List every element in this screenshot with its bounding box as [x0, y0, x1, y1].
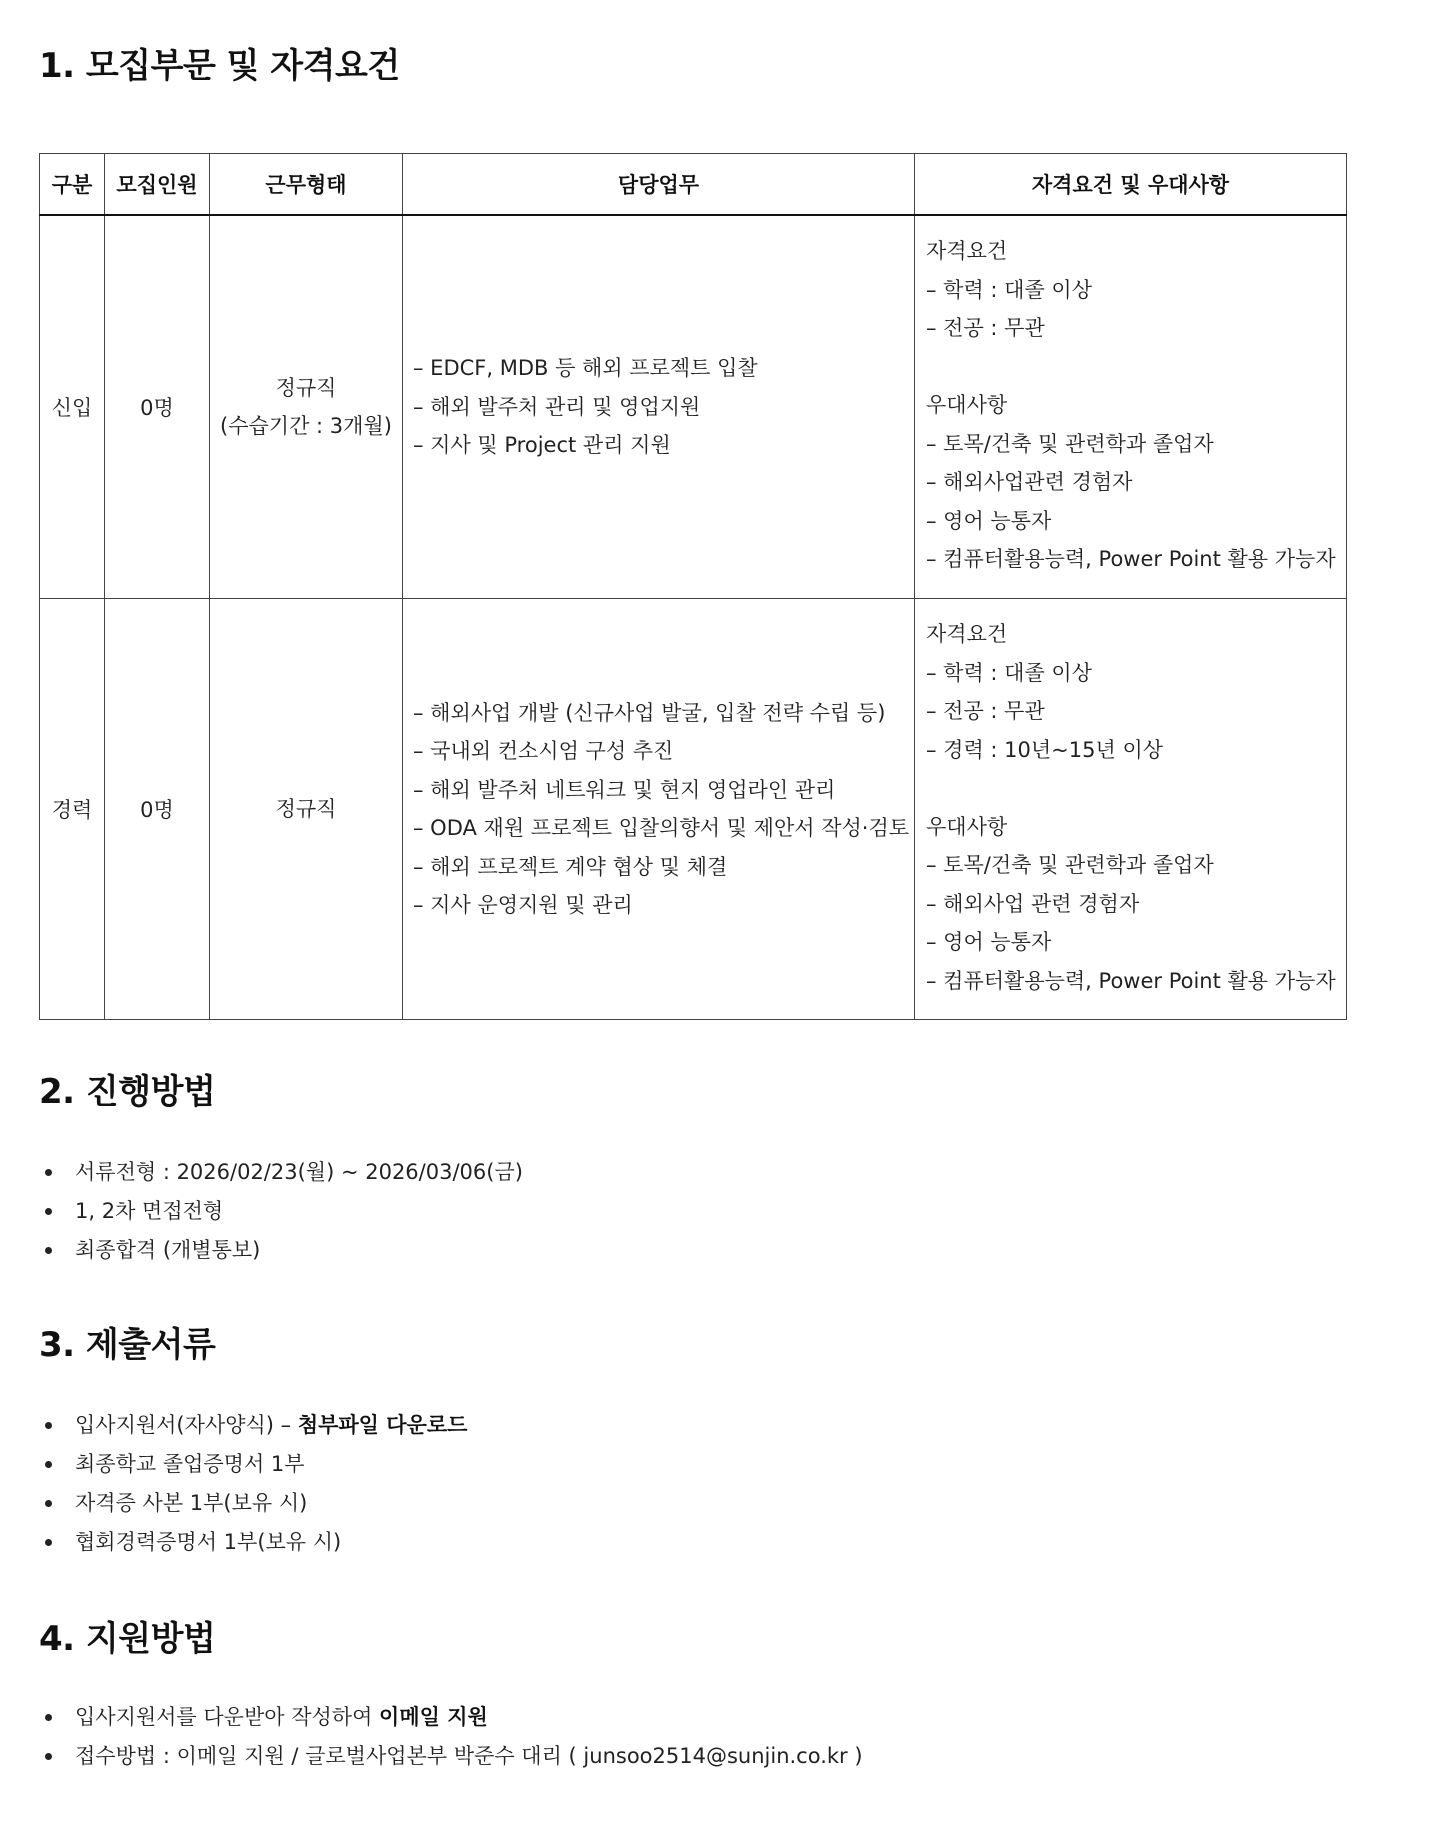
- preference-item: – 토목/건축 및 관련학과 졸업자: [926, 853, 1214, 877]
- duty-item: – 해외사업 개발 (신규사업 발굴, 입찰 전략 수립 등): [413, 700, 886, 725]
- header-count: 모집인원: [105, 154, 210, 216]
- apply-list: [39, 1698, 863, 1776]
- cell-category: 경력: [40, 599, 105, 1020]
- section-title-process: 2. 진행방법: [39, 1072, 216, 1112]
- duty-item: – 지사 및 Project 관리 지원: [413, 433, 671, 458]
- preference-item: – 영어 능통자: [926, 930, 1052, 954]
- qualification-item: – 전공 : 무관: [926, 316, 1045, 340]
- cell-count: 0명: [105, 215, 210, 599]
- preference-heading: 우대사항: [926, 393, 1008, 417]
- table-header-row: [40, 154, 1347, 216]
- qualification-item: – 학력 : 대졸 이상: [926, 277, 1092, 302]
- list-item: [39, 1698, 863, 1737]
- list-item: 최종학교 졸업증명서 1부: [39, 1445, 467, 1484]
- preference-item: – 컴퓨터활용능력, Power Point 활용 가능자: [926, 968, 1336, 993]
- cell-work-type: [210, 215, 403, 599]
- cell-category: 신입: [40, 215, 105, 599]
- header-qualifications: 자격요건 및 우대사항: [915, 154, 1347, 216]
- cell-duties: [403, 215, 915, 599]
- cell-qualifications: [915, 215, 1347, 599]
- email-apply-emphasis: 이메일 지원: [379, 1705, 488, 1729]
- list-item: 자격증 사본 1부(보유 시): [39, 1484, 467, 1523]
- duty-item: – EDCF, MDB 등 해외 프로젝트 입찰: [413, 356, 758, 381]
- header-duties: 담당업무: [403, 154, 915, 216]
- preference-item: – 컴퓨터활용능력, Power Point 활용 가능자: [926, 547, 1336, 571]
- preference-item: – 영어 능통자: [926, 508, 1052, 533]
- list-item: [39, 1406, 467, 1445]
- qualification-heading: 자격요건: [926, 622, 1008, 646]
- table-row: [40, 599, 1347, 1020]
- list-item-text: 입사지원서를 다운받아 작성하여: [75, 1705, 380, 1729]
- list-item: 서류전형 : 2026/02/23(월) ~ 2026/03/06(금): [39, 1153, 523, 1192]
- cell-work-type: [210, 599, 403, 1020]
- duty-item: – 국내외 컨소시엄 구성 추진: [413, 739, 674, 763]
- list-item: 1, 2차 면접전형: [39, 1192, 523, 1231]
- duty-item: – 해외 발주처 관리 및 영업지원: [413, 394, 701, 419]
- section-title-apply: 4. 지원방법: [39, 1619, 216, 1659]
- table-row: [40, 215, 1347, 599]
- documents-list: [39, 1406, 467, 1562]
- list-item-text: 입사지원서(자사양식) –: [75, 1413, 298, 1437]
- preference-item: – 해외사업관련 경험자: [926, 470, 1133, 494]
- section-title-documents: 3. 제출서류: [39, 1325, 216, 1365]
- process-list: [39, 1153, 523, 1270]
- work-type-line: 정규직: [275, 375, 337, 400]
- cell-duties: [403, 599, 915, 1020]
- recruitment-table: [39, 153, 1347, 1020]
- list-item: 최종합격 (개별통보): [39, 1231, 523, 1270]
- preference-heading: 우대사항: [926, 814, 1008, 839]
- preference-item: – 해외사업 관련 경험자: [926, 891, 1140, 916]
- cell-qualifications: [915, 599, 1347, 1020]
- list-item: 협회경력증명서 1부(보유 시): [39, 1523, 467, 1562]
- duty-item: – 해외 프로젝트 계약 협상 및 체결: [413, 854, 728, 879]
- qualification-item: – 전공 : 무관: [926, 699, 1045, 723]
- work-type-line: (수습기간 : 3개월): [220, 414, 392, 438]
- qualification-heading: 자격요건: [926, 239, 1008, 263]
- duty-item: – 해외 발주처 네트워크 및 현지 영업라인 관리: [413, 777, 836, 802]
- attachment-download-link[interactable]: 첨부파일 다운로드: [297, 1413, 468, 1437]
- work-type-line: 정규직: [275, 796, 337, 821]
- qualification-item: – 경력 : 10년~15년 이상: [926, 737, 1164, 762]
- list-item: 접수방법 : 이메일 지원 / 글로벌사업본부 박준수 대리 ( junsoo2514@sunjin.co.kr ): [39, 1737, 863, 1776]
- section-title-recruitment: 1. 모집부문 및 자격요건: [39, 46, 400, 86]
- preference-item: – 토목/건축 및 관련학과 졸업자: [926, 431, 1214, 456]
- header-category: 구분: [40, 154, 105, 216]
- qualification-item: – 학력 : 대졸 이상: [926, 660, 1092, 685]
- duty-item: – 지사 운영지원 및 관리: [413, 893, 633, 917]
- cell-count: 0명: [105, 599, 210, 1020]
- header-work-type: 근무형태: [210, 154, 403, 216]
- duty-item: – ODA 재원 프로젝트 입찰의향서 및 제안서 작성·검토: [413, 816, 910, 840]
